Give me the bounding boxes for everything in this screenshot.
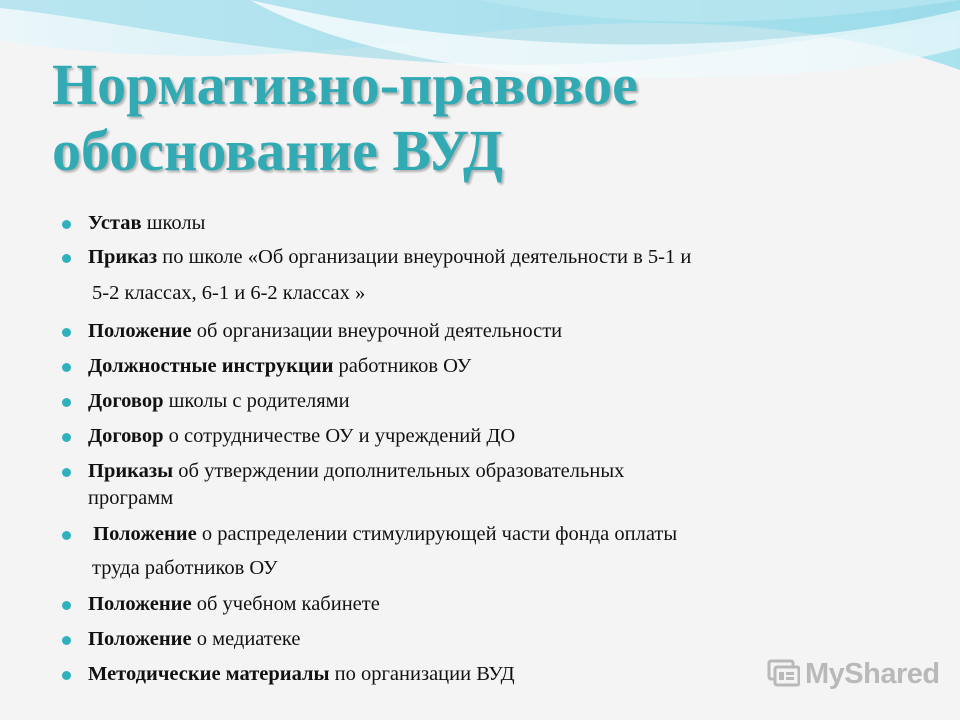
bullet-icon [62,671,71,680]
item-bold: Приказ [88,246,158,268]
bullet-icon [62,433,71,442]
item-text: об организации внеурочной деятельности [191,320,563,342]
item-text: по школе «Об организации внеурочной деятельности в 5-1 и [157,246,692,268]
item-text: школы [141,212,206,234]
item-text: об утверждении дополнительных образовательных [173,460,625,482]
item-text: школы с родителями [163,390,350,412]
item-continuation: программ [88,487,174,509]
item-bold: Методические материалы [88,663,330,685]
item-text: о сотрудничестве ОУ и учреждений ДО [163,425,516,447]
item-continuation: 5-2 классах, 6-1 и 6-2 классах » [92,282,366,304]
item-bold: Должностные инструкции [88,355,334,377]
bullet-icon [62,601,71,610]
bullet-icon [62,468,71,477]
item-text: о распределении стимулирующей части фонда оплаты [196,523,678,545]
slide-title [52,52,912,184]
item-bold: Положение [88,593,192,615]
item-text: о медиатеке [191,628,301,650]
item-text: об учебном кабинете [191,593,380,615]
item-text: работников ОУ [333,355,472,377]
item-bold: Положение [88,523,197,545]
item-bold: Приказы [88,460,174,482]
item-bold: Договор [88,390,164,412]
title-line-2: обоснование ВУД [52,118,503,183]
bullet-icon [62,254,71,263]
title-line-1: Нормативно-правовое [52,52,638,117]
watermark-text: MyShared [805,657,940,690]
item-text: по организации ВУД [329,663,515,685]
bullet-icon [62,636,71,645]
item-continuation: труда работников ОУ [92,557,278,579]
myshared-logo-icon [766,657,800,691]
myshared-watermark [766,654,940,694]
bullet-icon [62,398,71,407]
bullet-icon [62,328,71,337]
item-bold: Устав [88,212,142,234]
bullet-icon [62,363,71,372]
bullet-icon [62,220,71,229]
item-bold: Положение [88,320,192,342]
item-bold: Договор [88,425,164,447]
bullet-icon [62,531,71,540]
item-bold: Положение [88,628,192,650]
